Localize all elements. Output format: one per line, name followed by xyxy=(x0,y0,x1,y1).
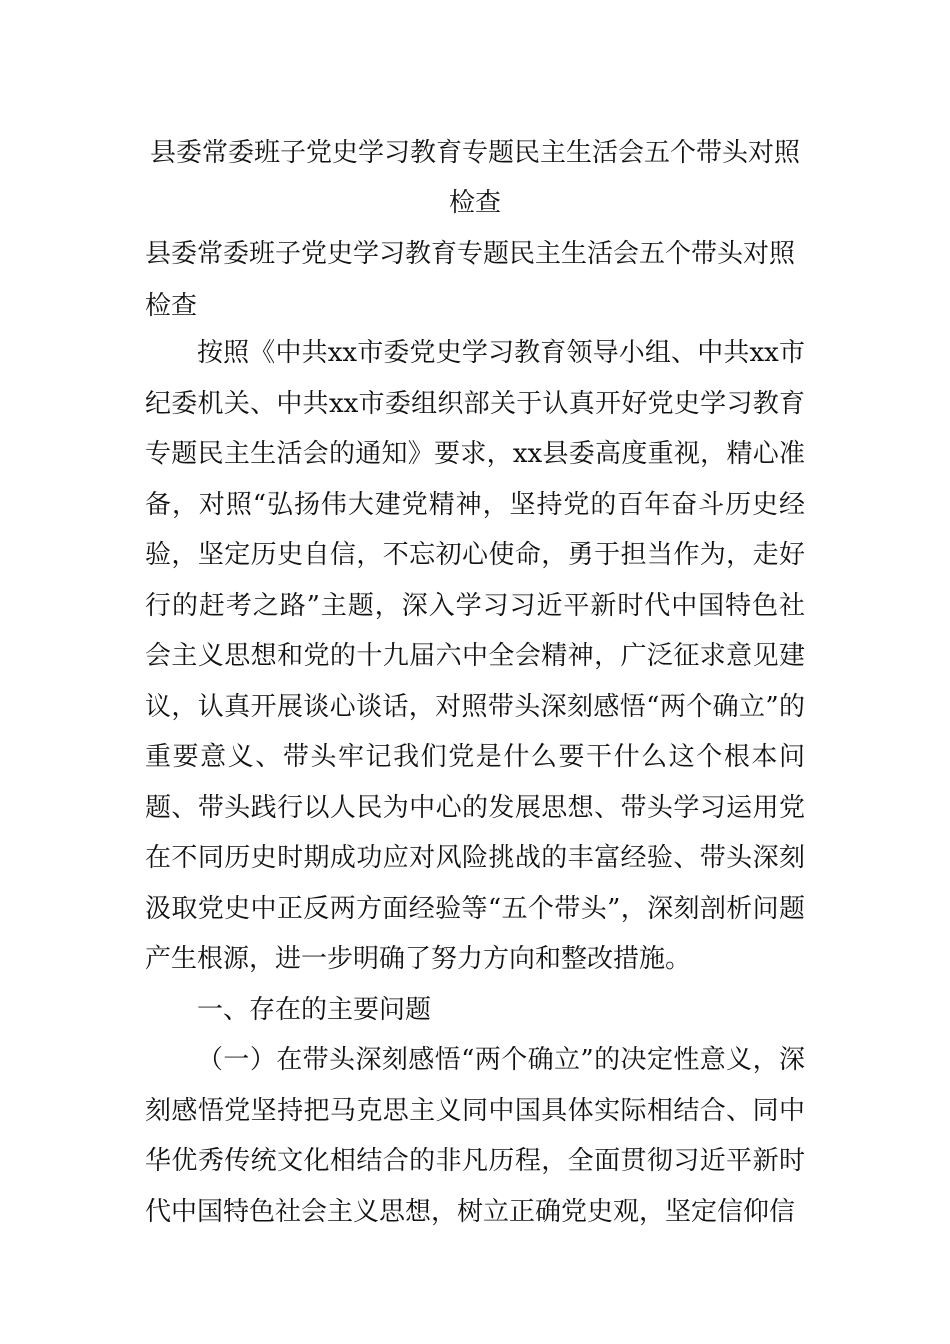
subsection-paragraph: （一）在带头深刻感悟“两个确立”的决定性意义，深刻感悟党坚持把马克思主义同中国具体实际相结合、同中华优秀传统文化相结合的非凡历程，全面贯彻习近平新时代中国特色社会主义思想，树立正确党史观，坚定信仰信 xyxy=(145,1045,805,1227)
document-body xyxy=(145,328,805,1237)
intro-paragraph: 按照《中共xx市委党史学习教育领导小组、中共xx市纪委机关、中共xx市委组织部关于认真开好党史学习教育专题民主生活会的通知》要求，xx县委高度重视，精心准备，对照“弘扬伟大建党精神，坚持党的百年奋斗历史经验，坚定历史自信，不忘初心使命，勇于担当作为，走好行的赶考之路”主题，深入学习习近平新时代中国特色社会主义思想和党的十九届六中全会精神，广泛征求意见建议，认真开展谈心谈话，对照带头深刻感悟“两个确立”的重要意义、带头牢记我们党是什么要干什么这个根本问题、带头践行以人民为中心的发展思想、带头学习运用党在不同历史时期成功应对风险挑战的丰富经验、带头深刻汲取党史中正反两方面经验等“五个带头”，深刻剖析问题产生根源，进一步明确了努力方向和整改措施。 xyxy=(145,338,805,974)
document-subtitle: 县委常委班子党史学习教育专题民主生活会五个带头对照检查 xyxy=(145,239,796,321)
section-heading: 一、存在的主要问题 xyxy=(197,994,432,1025)
document-title: 县委常委班子党史学习教育专题民主生活会五个带头对照检查 xyxy=(149,138,800,218)
